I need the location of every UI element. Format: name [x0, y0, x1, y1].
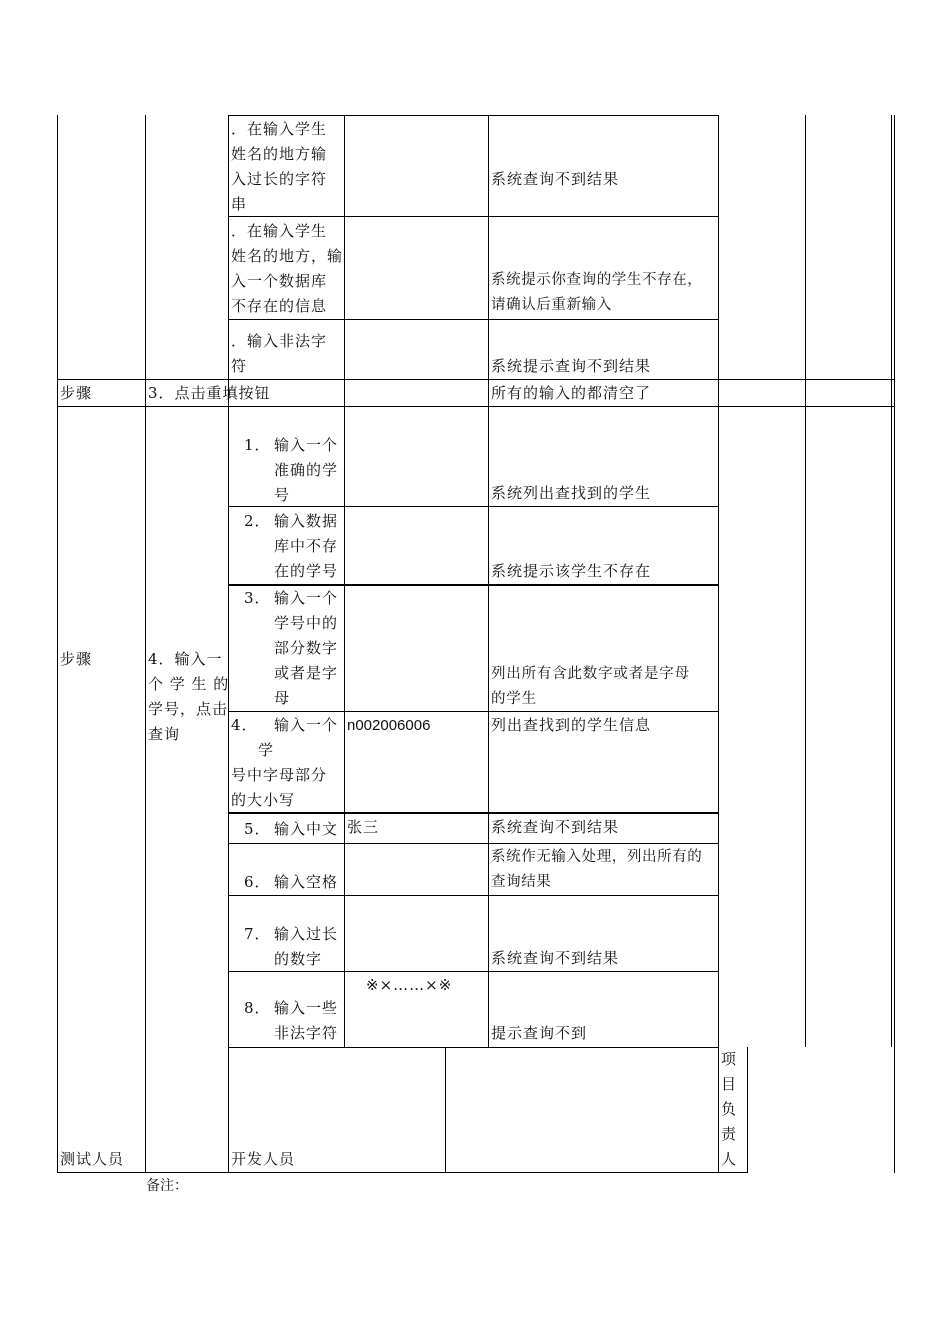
expected-line: 系统提示该学生不存在	[491, 562, 652, 580]
developer-label: 开发人员	[231, 1150, 296, 1168]
row-divider	[57, 406, 894, 407]
case-line: 串	[231, 195, 248, 213]
column-divider	[488, 115, 489, 1047]
table-border-left	[57, 115, 58, 1173]
action-line: 4．输入一	[148, 650, 223, 668]
expected-line: 系统提示你查询的学生不存在，	[491, 272, 703, 288]
case-line: 号	[274, 486, 291, 504]
manager-label	[721, 1047, 737, 1172]
column-divider	[344, 115, 345, 1047]
case-number: 8．	[244, 999, 271, 1017]
case-line: ．输入非法字	[231, 332, 328, 350]
expected-result	[491, 167, 619, 192]
case-line: 不存在的信息	[231, 297, 328, 315]
case-text	[231, 117, 327, 217]
case-text	[231, 329, 327, 379]
expected-result	[491, 815, 619, 840]
row-divider	[228, 115, 718, 116]
case-line: 准确的学	[274, 461, 339, 479]
case-line: ．在输入学生	[231, 120, 328, 138]
case-line: 入一个数据库	[231, 272, 328, 290]
case-line: 非法字符	[274, 1024, 339, 1042]
expected-line: 的学生	[491, 691, 537, 707]
case-text	[258, 738, 274, 763]
action-line: 查询	[148, 725, 181, 743]
case-line: 入过长的字符	[231, 170, 328, 188]
manager-label-char: 项	[721, 1050, 738, 1068]
case-line: 的大小写	[231, 791, 296, 809]
case-line: 输入过长	[274, 925, 339, 943]
expected-line: 请确认后重新输入	[491, 297, 612, 313]
expected-result	[491, 1021, 587, 1046]
manager-label-char: 人	[721, 1150, 738, 1168]
case-text	[274, 996, 338, 1046]
case-line: 部分数字	[274, 639, 339, 657]
case-line: 姓名的地方输	[231, 145, 328, 163]
expected-result	[491, 481, 651, 506]
case-number: 3．	[244, 589, 271, 607]
expected-result	[491, 713, 651, 738]
case-text	[274, 433, 338, 508]
case-text	[274, 870, 338, 895]
case-text	[274, 817, 338, 842]
row-divider	[228, 319, 718, 320]
case-line: 输入一个	[274, 716, 339, 734]
case-line: 在的学号	[274, 562, 339, 580]
case-number: 6．	[244, 873, 271, 891]
manager-label-char: 负	[721, 1100, 738, 1118]
case-number: 4．	[231, 716, 258, 734]
manager-label-char: 责	[721, 1125, 738, 1143]
case-text	[231, 219, 343, 319]
table-border-bottom	[57, 1172, 748, 1173]
expected-result	[491, 559, 651, 584]
expected-line: 系统查询不到结果	[491, 949, 620, 967]
case-number: 7．	[244, 925, 271, 943]
step-action	[148, 647, 229, 747]
column-divider	[228, 115, 229, 1173]
case-line: 输入一个	[274, 436, 339, 454]
case-line: 或者是字	[274, 664, 339, 682]
manager-label-char: 目	[721, 1075, 738, 1093]
action-line: 个 学 生 的	[148, 675, 230, 693]
column-divider	[145, 115, 146, 1173]
test-data: 张三	[347, 818, 380, 836]
test-data: ※×……×※	[366, 976, 453, 994]
case-line: 姓名的地方，输	[231, 247, 344, 265]
expected-line: 列出所有含此数字或者是字母	[491, 666, 690, 682]
case-line: 学	[258, 741, 275, 759]
row-divider	[228, 895, 718, 896]
expected-result	[491, 946, 619, 971]
table-border-right-outer	[894, 115, 895, 1173]
case-line: 输入空格	[274, 873, 339, 891]
step-label: 步骤	[60, 384, 93, 402]
case-line: 的数字	[274, 950, 323, 968]
case-line: 号中字母部分	[231, 766, 328, 784]
case-number: 5．	[244, 820, 271, 838]
case-line: 输入中文	[274, 820, 339, 838]
action-line: 学号，点击	[148, 700, 229, 718]
column-divider	[747, 1047, 748, 1173]
case-text	[274, 509, 338, 584]
case-text	[274, 586, 338, 711]
case-text	[274, 713, 338, 738]
case-line: 母	[274, 689, 291, 707]
expected-line: 系统查询不到结果	[491, 170, 620, 188]
expected-line: 查询结果	[491, 874, 552, 890]
expected-line: 系统列出查找到的学生	[491, 484, 652, 502]
expected-line: 系统作无输入处理，列出所有的	[491, 849, 703, 865]
case-line: ．在输入学生	[231, 222, 328, 240]
test-data: n002006006	[347, 717, 431, 734]
expected-result	[491, 845, 702, 895]
expected-result	[491, 662, 690, 712]
step-action: 3．点击重填按钮	[148, 384, 271, 402]
case-text	[231, 763, 327, 813]
table-border-right	[891, 115, 892, 1047]
expected-line: 列出查找到的学生信息	[491, 716, 652, 734]
expected-line: 提示查询不到	[491, 1024, 588, 1042]
remarks-label: 备注：	[146, 1178, 188, 1194]
expected-result	[491, 268, 702, 318]
case-line: 符	[231, 357, 248, 375]
column-divider	[805, 115, 806, 1047]
footer-divider	[445, 1047, 446, 1173]
expected-result: 所有的输入的都清空了	[491, 384, 652, 402]
case-line: 输入数据	[274, 512, 339, 530]
case-line: 学号中的	[274, 614, 339, 632]
expected-line: 系统查询不到结果	[491, 818, 620, 836]
case-line: 库中不存	[274, 537, 339, 555]
row-divider	[57, 379, 894, 380]
case-number: 1．	[244, 436, 271, 454]
case-line: 输入一个	[274, 589, 339, 607]
case-number: 2．	[244, 512, 271, 530]
row-divider	[228, 843, 718, 844]
case-line: 输入一些	[274, 999, 339, 1017]
case-text	[274, 922, 338, 972]
column-divider	[718, 115, 719, 1173]
expected-result	[491, 354, 651, 379]
step-label: 步骤	[60, 650, 93, 668]
expected-line: 系统提示查询不到结果	[491, 357, 652, 375]
tester-label: 测试人员	[60, 1150, 125, 1168]
row-divider	[228, 1047, 718, 1048]
